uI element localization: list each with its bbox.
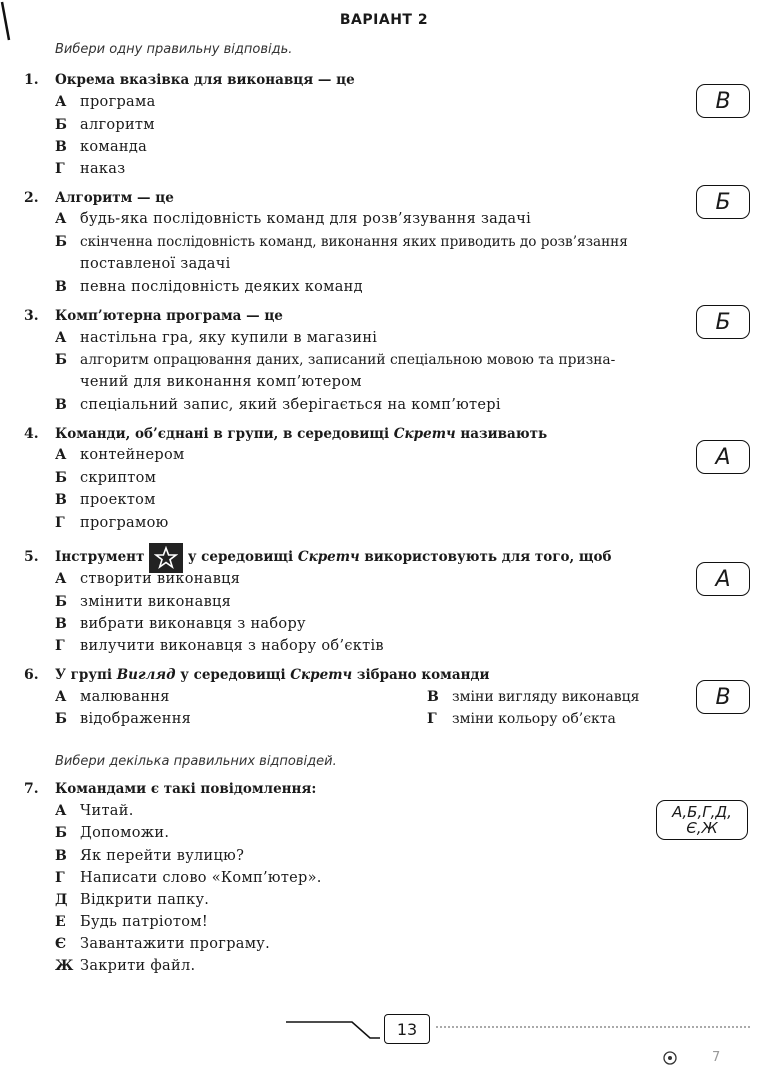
question-text — [55, 667, 490, 683]
option-letter: Д — [55, 892, 68, 908]
margin-stroke — [0, 0, 20, 60]
question-number: 2. — [24, 190, 39, 206]
option-text: вилучити виконавця з набору об’єктів — [80, 638, 384, 654]
corner-mark: 7 — [712, 1050, 721, 1065]
option-text: проектом — [80, 492, 156, 508]
option-letter: Г — [55, 161, 65, 177]
question-text-part: у середовищі — [175, 667, 291, 683]
question-number: 7. — [24, 781, 39, 797]
option-letter: А — [55, 330, 67, 346]
option-letter: Є — [55, 936, 67, 952]
option-letter: Б — [55, 234, 67, 250]
answer-box[interactable] — [656, 800, 748, 840]
question-text — [55, 426, 547, 442]
question-number: 4. — [24, 426, 39, 442]
option-text: програмою — [80, 515, 169, 531]
option-text: Будь патріотом! — [80, 914, 208, 930]
option-letter: А — [55, 689, 67, 705]
instruction-single: Вибери одну правильну відповідь. — [55, 42, 293, 57]
option-letter: А — [55, 447, 67, 463]
answer-line: Є,Ж — [686, 819, 718, 837]
option-letter: Г — [55, 870, 65, 886]
option-text: зміни кольору об’єкта — [452, 711, 616, 727]
option-text: вибрати виконавця з набору — [80, 616, 306, 632]
answer-box[interactable]: В — [696, 680, 750, 714]
option-letter: В — [55, 139, 67, 155]
option-letter: В — [55, 492, 67, 508]
option-letter: В — [427, 689, 439, 705]
option-letter: Б — [55, 825, 67, 841]
footer-rule-right — [436, 1024, 756, 1030]
option-letter: В — [55, 848, 67, 864]
option-text: зміни вигляду виконавця — [452, 689, 640, 705]
page-number: 13 — [384, 1014, 430, 1044]
question-text: Алгоритм — це — [55, 190, 174, 206]
question-number: 5. — [24, 549, 39, 565]
option-letter: А — [55, 211, 67, 227]
option-text: створити виконавця — [80, 571, 241, 587]
variant-title: ВАРІАНТ 2 — [339, 12, 429, 28]
option-letter: А — [55, 571, 67, 587]
option-text: спеціальний запис, який зберігається на комп’ютері — [80, 397, 501, 413]
question-text-part: Інструмент — [55, 549, 145, 565]
option-text: контейнером — [80, 447, 185, 463]
option-letter: Б — [55, 470, 67, 486]
option-text: Закрити файл. — [80, 958, 196, 974]
option-text: Відкрити папку. — [80, 892, 210, 908]
answer-box[interactable]: В — [696, 84, 750, 118]
option-letter: Б — [55, 352, 67, 368]
option-text: Завантажити програму. — [80, 936, 271, 952]
option-letter: А — [55, 803, 67, 819]
option-text: алгоритм — [80, 117, 155, 133]
option-text: змінити виконавця — [80, 594, 232, 610]
app-name: Скретч — [290, 667, 353, 683]
option-text: настільна гра, яку купили в магазині — [80, 330, 378, 346]
option-text: відображення — [80, 711, 192, 727]
question-text-part: зібрано команди — [352, 667, 490, 683]
question-number: 1. — [24, 72, 39, 88]
question-number: 6. — [24, 667, 39, 683]
answer-box[interactable]: Б — [696, 305, 750, 339]
question-text-part: У групі — [55, 667, 117, 683]
option-text-continuation: чений для виконання комп’ютером — [80, 374, 362, 390]
option-text-continuation: поставленої задачі — [80, 256, 231, 272]
answer-box[interactable]: Б — [696, 185, 750, 219]
question-number: 3. — [24, 308, 39, 324]
option-letter: В — [55, 616, 67, 632]
option-letter: В — [55, 279, 67, 295]
question-text — [55, 542, 612, 573]
option-text: Допоможи. — [80, 825, 170, 841]
option-letter: А — [55, 94, 67, 110]
question-text-part: у середовищі — [183, 549, 298, 565]
question-text-part: називають — [455, 426, 548, 442]
option-text: наказ — [80, 161, 126, 177]
option-letter: Г — [427, 711, 437, 727]
option-text: будь-яка послідовність команд для розв’язування задачі — [80, 211, 532, 227]
option-text: команда — [80, 139, 148, 155]
instruction-multi: Вибери декілька правильних відповідей. — [55, 754, 337, 769]
option-letter: Г — [55, 515, 65, 531]
question-text-part: використовують для того, щоб — [359, 549, 612, 565]
option-text: малювання — [80, 689, 170, 705]
option-text: алгоритм опрацювання даних, записаний спеціальною мовою та призна- — [80, 352, 616, 368]
option-letter: Е — [55, 914, 66, 930]
sprite-star-icon — [149, 543, 183, 573]
option-text: Читай. — [80, 803, 134, 819]
option-text: Написати слово «Комп’ютер». — [80, 870, 322, 886]
option-letter: Ж — [55, 958, 74, 974]
option-text: Як перейти вулицю? — [80, 848, 245, 864]
group-name: Вигляд — [116, 667, 176, 683]
question-text-part: Команди, об’єднані в групи, в середовищі — [55, 426, 394, 442]
answer-box[interactable]: А — [696, 440, 750, 474]
question-text: Окрема вказівка для виконавця — це — [55, 72, 355, 88]
footer-rule-left — [286, 1016, 382, 1046]
app-name: Скретч — [393, 426, 456, 442]
target-mark-icon — [662, 1050, 678, 1066]
question-text: Командами є такі повідомлення: — [55, 781, 317, 797]
answer-line: А,Б,Г,Д, — [672, 803, 732, 821]
option-text: скінченна послідовність команд, виконання яких приводить до розв’язання — [80, 234, 628, 250]
option-text: певна послідовність деяких команд — [80, 279, 363, 295]
question-text: Комп’ютерна програма — це — [55, 308, 283, 324]
option-letter: Б — [55, 711, 67, 727]
option-letter: Б — [55, 594, 67, 610]
option-letter: Б — [55, 117, 67, 133]
option-text: скриптом — [80, 470, 157, 486]
answer-box[interactable]: А — [696, 562, 750, 596]
app-name: Скретч — [297, 549, 360, 565]
option-letter: Г — [55, 638, 65, 654]
option-letter: В — [55, 397, 67, 413]
option-text: програма — [80, 94, 156, 110]
